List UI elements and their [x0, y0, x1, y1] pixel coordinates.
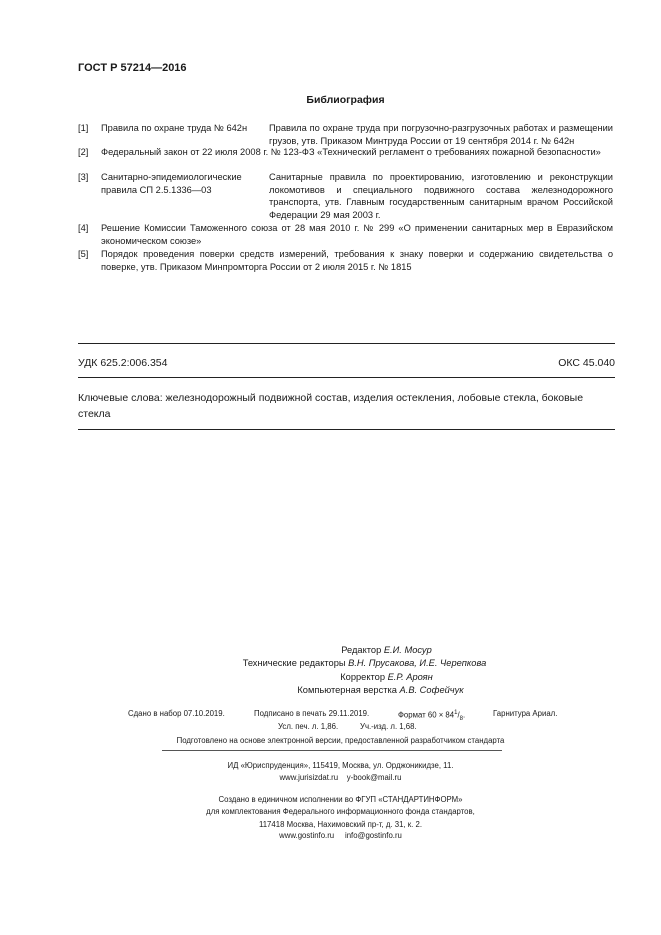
divider	[78, 377, 615, 378]
bibliography-item	[78, 248, 615, 274]
prepared-note: Подготовлено на основе электронной версии, предоставленной разработчиком стандарта	[176, 736, 505, 745]
publisher-contacts	[0, 772, 661, 783]
ref-short-title: Санитарно-эпидемиологические правила СП 2.5.1336—03	[101, 172, 242, 195]
keywords: Ключевые слова: железнодорожный подвижной состав, изделия остекления, лобовые стекла, боковые стекла	[78, 392, 584, 420]
ref-full-title: Правила по охране труда при погрузочно-разгрузочных работах и размещении грузов, утв. Приказом Минтруда России от 19 сентября 2014 г. № 642н	[269, 123, 613, 146]
print-info	[128, 708, 588, 733]
tech-editors-line	[0, 657, 661, 670]
gostinfo-site: www.gostinfo.ru	[279, 831, 335, 840]
tech-editors-names: В.Н. Прусакова, И.Е. Черепкова	[348, 658, 487, 669]
gostinfo-email: info@gostinfo.ru	[344, 831, 402, 840]
oks-code: ОКС 45.040	[558, 357, 615, 369]
udk-code: УДК 625.2:006.354	[78, 357, 168, 369]
layout-name: А.В. Софейчук	[399, 685, 464, 696]
format-numerator: 1	[454, 710, 458, 716]
tech-editors-label: Технические редакторы	[242, 658, 346, 669]
publisher-line: ИД «Юриспруденция», 115419, Москва, ул. Орджоникидзе, 11.	[227, 761, 454, 770]
ref-full-title: Порядок проведения поверки средств измерений, требования к знаку поверки и содержанию свидетельства о поверке, утв. Приказом Минпромторга России от 2 июля 2015 г. № 1815	[101, 249, 613, 272]
divider	[162, 750, 502, 751]
divider	[78, 343, 615, 344]
ref-full-title: Санитарные правила по проектированию, изготовлению и реконструкции локомотивов и специального подвижного состава железнодорожного транспорта, утв. Главным государственным санитарным врачом Российской Федерации 29 мая 2003 г.	[269, 172, 613, 220]
ref-short-title: Правила по охране труда № 642н	[101, 123, 248, 133]
ref-number: [1]	[78, 123, 89, 133]
publisher-site: www.jurisizdat.ru	[279, 773, 339, 782]
ref-number: [3]	[78, 172, 89, 182]
layout-label: Компьютерная верстка	[297, 685, 397, 696]
bibliography-title: Библиография	[306, 94, 385, 106]
credits-block	[0, 644, 661, 698]
editor-line	[0, 644, 661, 657]
corrector-label: Корректор	[340, 671, 386, 682]
corrector-line	[0, 671, 661, 684]
usl-pech: Усл. печ. л. 1,86.	[278, 722, 339, 731]
layout-line	[0, 684, 661, 697]
ref-number: [2]	[78, 147, 89, 157]
gostinfo-contacts	[0, 830, 661, 841]
format: Формат $60 \times 84^1/_8$.	[398, 710, 466, 723]
divider	[78, 429, 615, 430]
ref-full-title: Решение Комиссии Таможенного союза от 28 мая 2010 г. № 299 «О применении санитарных мер в Евразийском экономическом союзе»	[101, 223, 613, 246]
editor-name: Е.И. Мосур	[383, 645, 432, 655]
bibliography-item	[78, 171, 615, 223]
standard-number: ГОСТ Р 57214—2016	[78, 62, 187, 74]
uch-izd: Уч.-изд. л. 1,68.	[360, 722, 417, 731]
typeface: Гарнитура Ариал.	[493, 709, 558, 718]
ref-full-title: Федеральный закон от 22 июля 2008 г. № 123-ФЗ «Технический регламент о требованиях пожарной безопасности»	[101, 147, 601, 157]
format-label: Формат 60 × 84	[398, 710, 455, 720]
editor-label: Редактор	[341, 645, 382, 655]
format-denominator: 8	[459, 716, 463, 723]
ref-number: [5]	[78, 249, 89, 259]
made-line-1: Создано в единичном исполнении во ФГУП «СТАНДАРТИНФОРМ»	[218, 795, 463, 804]
bibliography-item	[78, 146, 615, 172]
set-date: Сдано в набор 07.10.2019.	[128, 709, 225, 718]
made-line-2: для комплектования Федерального информационного фонда стандартов,	[206, 807, 475, 816]
bibliography-item	[78, 122, 615, 148]
gostinfo-address: 117418 Москва, Нахимовский пр-т, д. 31, к. 2.	[258, 820, 423, 829]
bibliography-item	[78, 222, 615, 248]
publisher-email: y-book@mail.ru	[346, 773, 402, 782]
ref-number: [4]	[78, 223, 89, 233]
sign-date: Подписано в печать 29.11.2019.	[254, 709, 370, 718]
corrector-name: Е.Р. Ароян	[387, 671, 433, 682]
